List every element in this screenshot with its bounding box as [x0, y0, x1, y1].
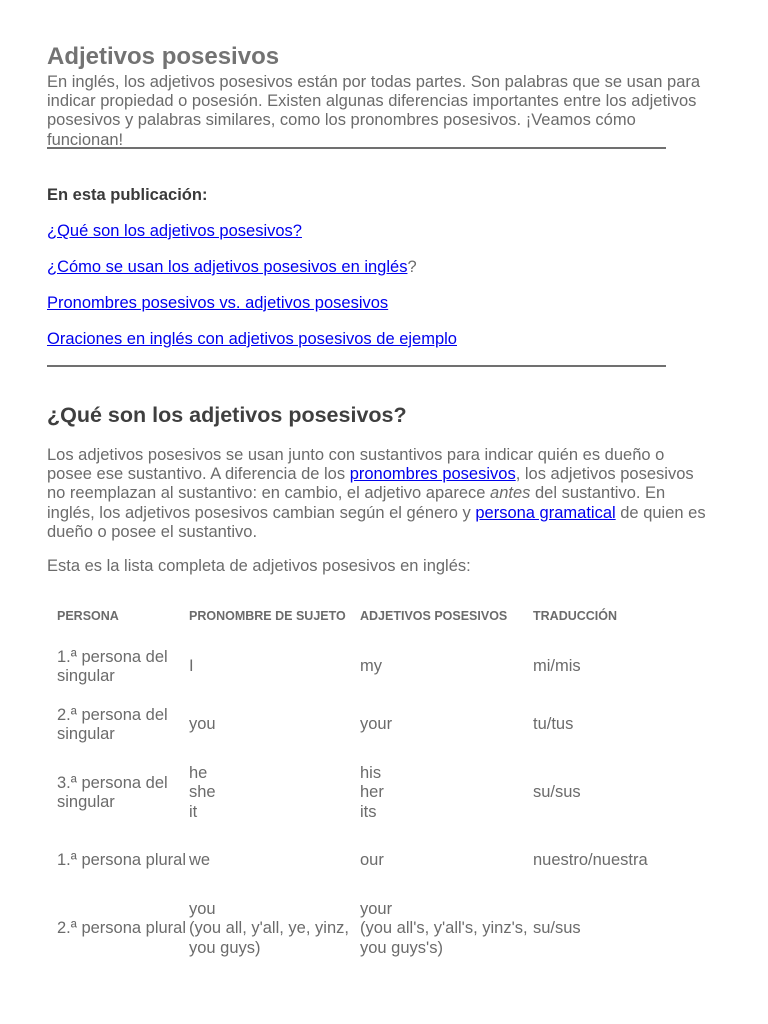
cell-persona: 1.ª persona plural — [57, 851, 187, 870]
cell-sujeto — [189, 754, 360, 832]
table-row — [47, 638, 733, 696]
cell-line: you — [189, 715, 216, 734]
cell-adjetivo — [360, 890, 533, 968]
cell-adjetivo — [360, 754, 533, 832]
cell-line: my — [360, 657, 382, 676]
cell-traduccion: tu/tus — [533, 715, 574, 734]
toc-item — [47, 330, 457, 349]
emphasis-text: antes — [490, 484, 531, 503]
cell-line: your — [360, 900, 393, 919]
divider-top — [47, 147, 666, 149]
cell-adjetivo — [360, 832, 533, 890]
cell-line: his — [360, 764, 382, 783]
cell-line: he — [189, 764, 208, 783]
cell-adjetivo — [360, 696, 533, 754]
article-header — [47, 40, 707, 150]
cell-line: it — [189, 802, 198, 821]
header-persona: PERSONA — [57, 609, 119, 624]
toc-link-pronombres-vs-adjetivos[interactable]: Pronombres posesivos vs. adjetivos posesivos — [47, 294, 389, 312]
cell-traduccion: su/sus — [533, 783, 581, 802]
link-pronombres-posesivos[interactable]: pronombres posesivos — [349, 465, 516, 484]
cell-sujeto — [189, 696, 360, 754]
cell-line: I — [189, 657, 194, 676]
cell-sujeto — [189, 638, 360, 696]
possessive-adjectives-table — [47, 596, 733, 968]
intro-paragraph: En inglés, los adjetivos posesivos están por todas partes. Son palabras que se usan para indicar propiedad o posesión. Existen algunas diferencias importantes entre los adjetivos posesivos y palabras similares, como los pronombres posesivos. ¡Veamos cómo funcionan! — [47, 73, 701, 149]
paragraph-text: de quien es dueño o posee el sustantivo. — [47, 503, 706, 541]
toc-link-como-se-usan[interactable]: ¿Cómo se usan los adjetivos posesivos en inglés — [47, 258, 408, 276]
cell-traduccion: su/sus — [533, 919, 581, 938]
cell-traduccion: nuestro/nuestra — [533, 851, 648, 870]
table-row — [47, 890, 733, 968]
toc-item — [47, 258, 417, 277]
table-row — [47, 696, 733, 754]
toc-heading: En esta publicación: — [47, 186, 208, 204]
section-paragraph — [47, 446, 707, 542]
header-traduccion: TRADUCCIÓN — [533, 609, 618, 624]
section-heading: ¿Qué son los adjetivos posesivos? — [47, 403, 407, 427]
list-intro-paragraph: Esta es la lista completa de adjetivos posesivos en inglés: — [47, 557, 471, 575]
cell-line: your — [360, 715, 393, 734]
paragraph-text: , los adjetivos posesivos no reemplazan al sustantivo: en cambio, el adjetivo aparece — [47, 465, 694, 503]
toc-item-suffix: ? — [407, 258, 417, 276]
cell-line: her — [360, 783, 384, 802]
paragraph-text: del sustantivo. En inglés, los adjetivos posesivos cambian según el género y — [47, 484, 666, 522]
cell-line: she — [189, 783, 216, 802]
cell-persona: 3.ª persona del singular — [57, 773, 168, 811]
cell-traduccion: mi/mis — [533, 657, 581, 676]
cell-line: we — [189, 851, 211, 870]
link-persona-gramatical[interactable]: persona gramatical — [475, 503, 616, 522]
cell-sujeto — [189, 890, 360, 968]
toc-item — [47, 222, 302, 241]
cell-line: our — [360, 851, 384, 870]
divider-toc — [47, 365, 666, 367]
toc-item — [47, 294, 388, 313]
cell-line: (you all's, y'all's, yinz's, you guys's) — [360, 919, 528, 957]
table-header-row — [47, 596, 733, 638]
toc-link-que-son[interactable]: ¿Qué son los adjetivos posesivos? — [47, 222, 302, 240]
cell-persona: 1.ª persona del singular — [57, 647, 168, 685]
header-adjetivos-posesivos: ADJETIVOS POSESIVOS — [360, 609, 508, 624]
table-row — [47, 832, 733, 890]
toc-link-oraciones-ejemplo[interactable]: Oraciones en inglés con adjetivos posesivos de ejemplo — [47, 330, 457, 348]
paragraph-text: Los adjetivos posesivos se usan junto con sustantivos para indicar quién es dueño o posee ese sustantivo. A diferencia de los — [47, 446, 665, 484]
cell-sujeto — [189, 832, 360, 890]
header-pronombre-sujeto: PRONOMBRE DE SUJETO — [189, 609, 346, 624]
cell-line: you — [189, 900, 216, 919]
table-row — [47, 754, 733, 832]
cell-line: its — [360, 802, 377, 821]
cell-persona: 2.ª persona del singular — [57, 705, 168, 743]
cell-line: (you all, y'all, ye, yinz, you guys) — [189, 919, 349, 957]
cell-persona: 2.ª persona plural — [57, 919, 187, 938]
page-title: Adjetivos posesivos — [47, 43, 280, 70]
cell-adjetivo — [360, 638, 533, 696]
